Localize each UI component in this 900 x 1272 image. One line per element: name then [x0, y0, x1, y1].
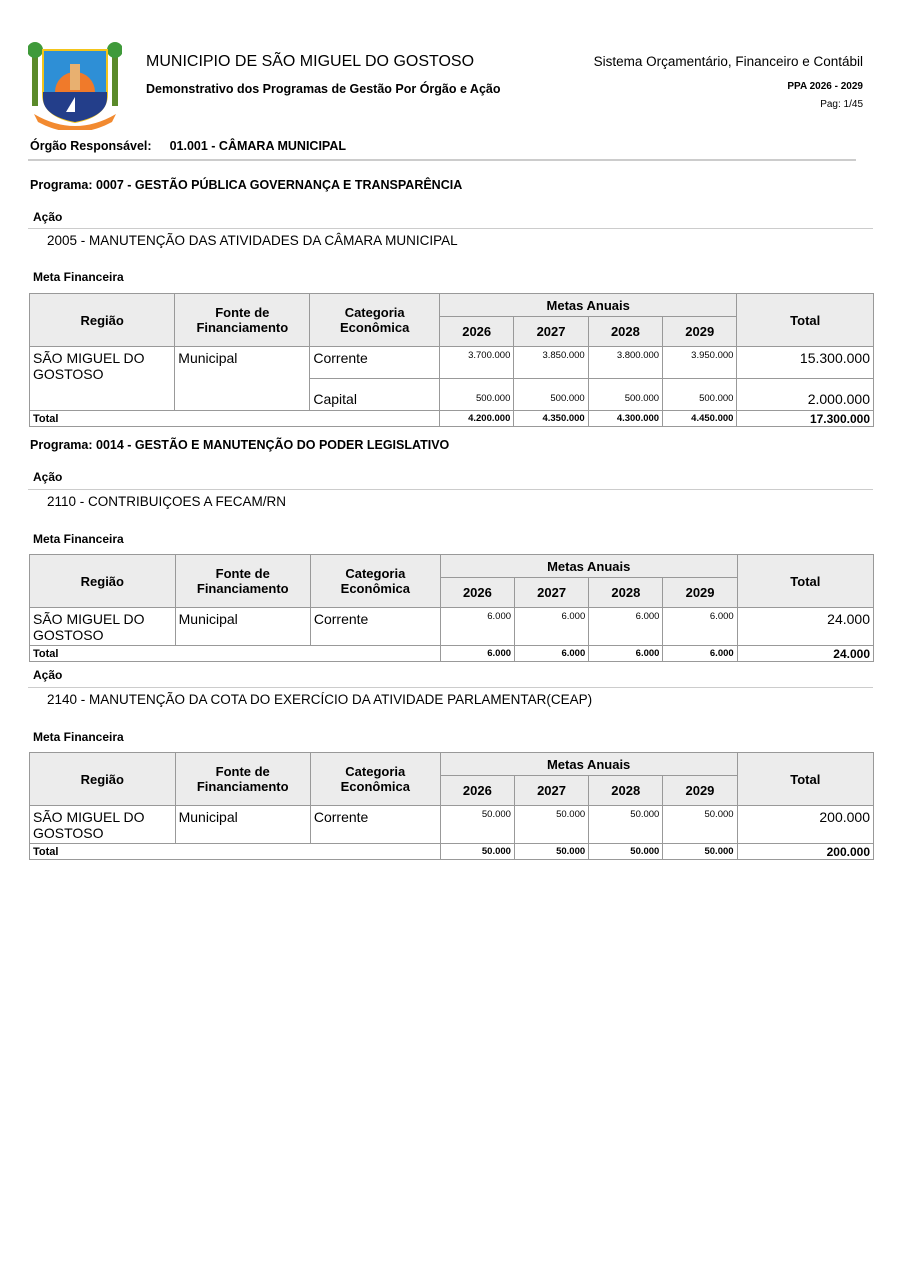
year-total-cell: 50.000 [589, 844, 663, 860]
year-value-cell: 500.000 [440, 379, 514, 411]
col-metas-anuais: Metas Anuais [440, 294, 737, 317]
total-row-label: Total [30, 844, 441, 860]
meta-financeira-label: Meta Financeira [33, 532, 124, 546]
acao-title: 2140 - MANUTENÇÃO DA COTA DO EXERCÍCIO DA ATIVIDADE PARLAMENTAR(CEAP) [47, 692, 593, 707]
year-total-cell: 6.000 [515, 646, 589, 662]
page-number: Pag: 1/45 [820, 99, 863, 110]
row-total-cell: 2.000.000 [737, 379, 874, 411]
year-value-cell: 50.000 [440, 806, 514, 844]
acao-title: 2005 - MANUTENÇÃO DAS ATIVIDADES DA CÂMARA MUNICIPAL [47, 233, 458, 248]
year-value-cell: 500.000 [663, 379, 737, 411]
col-total: Total [737, 753, 873, 806]
municipality-name: MUNICIPIO DE SÃO MIGUEL DO GOSTOSO [146, 53, 475, 70]
system-name: Sistema Orçamentário, Financeiro e Contábil [593, 54, 863, 69]
col-categoria: Categoria Econômica [310, 555, 440, 608]
ppa-period: PPA 2026 - 2029 [787, 81, 863, 92]
year-value-cell: 6.000 [663, 608, 737, 646]
year-total-cell: 4.200.000 [440, 411, 514, 427]
acao-label: Ação [33, 210, 63, 224]
year-total-cell: 4.350.000 [514, 411, 588, 427]
year-total-cell: 6.000 [440, 646, 514, 662]
row-total-cell: 24.000 [737, 608, 873, 646]
regiao-cell: SÃO MIGUEL DO GOSTOSO [30, 806, 176, 844]
divider [28, 228, 873, 229]
table-row [30, 347, 874, 379]
municipal-coat-of-arms-logo [28, 42, 122, 130]
col-fonte: Fonte de Financiamento [175, 753, 310, 806]
year-value-cell: 500.000 [514, 379, 588, 411]
year-value-cell: 50.000 [514, 806, 588, 844]
col-year: 2027 [514, 776, 588, 806]
orgao-responsavel [30, 139, 346, 153]
programa-title: Programa: 0007 - GESTÃO PÚBLICA GOVERNANÇA E TRANSPARÊNCIA [30, 178, 463, 192]
grand-total-cell: 17.300.000 [737, 411, 874, 427]
meta-financeira-table [29, 752, 874, 860]
total-row [30, 646, 874, 662]
table-row [30, 806, 874, 844]
grand-total-cell: 200.000 [737, 844, 873, 860]
total-row [30, 411, 874, 427]
year-value-cell: 6.000 [589, 608, 663, 646]
meta-financeira-label: Meta Financeira [33, 730, 124, 744]
total-row-label: Total [30, 411, 440, 427]
col-year: 2027 [515, 578, 589, 608]
categoria-cell: Capital [310, 379, 440, 411]
col-year: 2029 [663, 317, 737, 347]
meta-financeira-table [29, 293, 874, 427]
acao-label: Ação [33, 470, 63, 484]
divider [28, 687, 873, 688]
col-year: 2026 [440, 578, 514, 608]
year-value-cell: 3.800.000 [588, 347, 662, 379]
report-subtitle: Demonstrativo dos Programas de Gestão Por Órgão e Ação [146, 82, 501, 96]
categoria-cell: Corrente [310, 806, 440, 844]
acao-label: Ação [33, 668, 63, 682]
col-regiao: Região [30, 753, 176, 806]
year-value-cell: 3.700.000 [440, 347, 514, 379]
col-categoria: Categoria Econômica [310, 294, 440, 347]
categoria-cell: Corrente [310, 608, 440, 646]
col-metas-anuais: Metas Anuais [440, 555, 737, 578]
grand-total-cell: 24.000 [737, 646, 873, 662]
col-year: 2028 [589, 578, 663, 608]
categoria-cell: Corrente [310, 347, 440, 379]
col-year: 2029 [663, 578, 737, 608]
year-total-cell: 6.000 [589, 646, 663, 662]
table-row [30, 608, 874, 646]
meta-financeira-label: Meta Financeira [33, 270, 124, 284]
fonte-cell: Municipal [175, 347, 310, 411]
col-year: 2027 [514, 317, 588, 347]
acao-title: 2110 - CONTRIBUIÇOES A FECAM/RN [47, 494, 287, 509]
fonte-cell: Municipal [175, 608, 310, 646]
year-total-cell: 4.300.000 [588, 411, 662, 427]
total-row-label: Total [30, 646, 441, 662]
divider [28, 159, 856, 161]
year-value-cell: 3.850.000 [514, 347, 588, 379]
year-value-cell: 50.000 [663, 806, 737, 844]
col-year: 2026 [440, 317, 514, 347]
col-year: 2028 [588, 317, 662, 347]
total-row [30, 844, 874, 860]
col-regiao: Região [30, 294, 175, 347]
regiao-cell: SÃO MIGUEL DO GOSTOSO [30, 608, 176, 646]
regiao-cell: SÃO MIGUEL DO GOSTOSO [30, 347, 175, 411]
year-value-cell: 3.950.000 [663, 347, 737, 379]
fonte-cell: Municipal [175, 806, 310, 844]
row-total-cell: 15.300.000 [737, 347, 874, 379]
col-total: Total [737, 555, 873, 608]
programa-title: Programa: 0014 - GESTÃO E MANUTENÇÃO DO PODER LEGISLATIVO [30, 438, 450, 452]
year-value-cell: 500.000 [588, 379, 662, 411]
col-fonte: Fonte de Financiamento [175, 294, 310, 347]
year-value-cell: 6.000 [440, 608, 514, 646]
divider [28, 489, 873, 490]
col-total: Total [737, 294, 874, 347]
orgao-label: Órgão Responsável: [30, 139, 152, 153]
meta-financeira-table [29, 554, 874, 662]
year-value-cell: 6.000 [515, 608, 589, 646]
col-year: 2026 [440, 776, 514, 806]
col-categoria: Categoria Econômica [310, 753, 440, 806]
col-year: 2029 [663, 776, 737, 806]
col-metas-anuais: Metas Anuais [440, 753, 737, 776]
year-total-cell: 50.000 [514, 844, 588, 860]
col-year: 2028 [589, 776, 663, 806]
year-value-cell: 50.000 [589, 806, 663, 844]
row-total-cell: 200.000 [737, 806, 873, 844]
year-total-cell: 50.000 [440, 844, 514, 860]
col-regiao: Região [30, 555, 176, 608]
orgao-value: 01.001 - CÂMARA MUNICIPAL [169, 139, 346, 153]
year-total-cell: 50.000 [663, 844, 737, 860]
year-total-cell: 4.450.000 [663, 411, 737, 427]
year-total-cell: 6.000 [663, 646, 737, 662]
col-fonte: Fonte de Financiamento [175, 555, 310, 608]
